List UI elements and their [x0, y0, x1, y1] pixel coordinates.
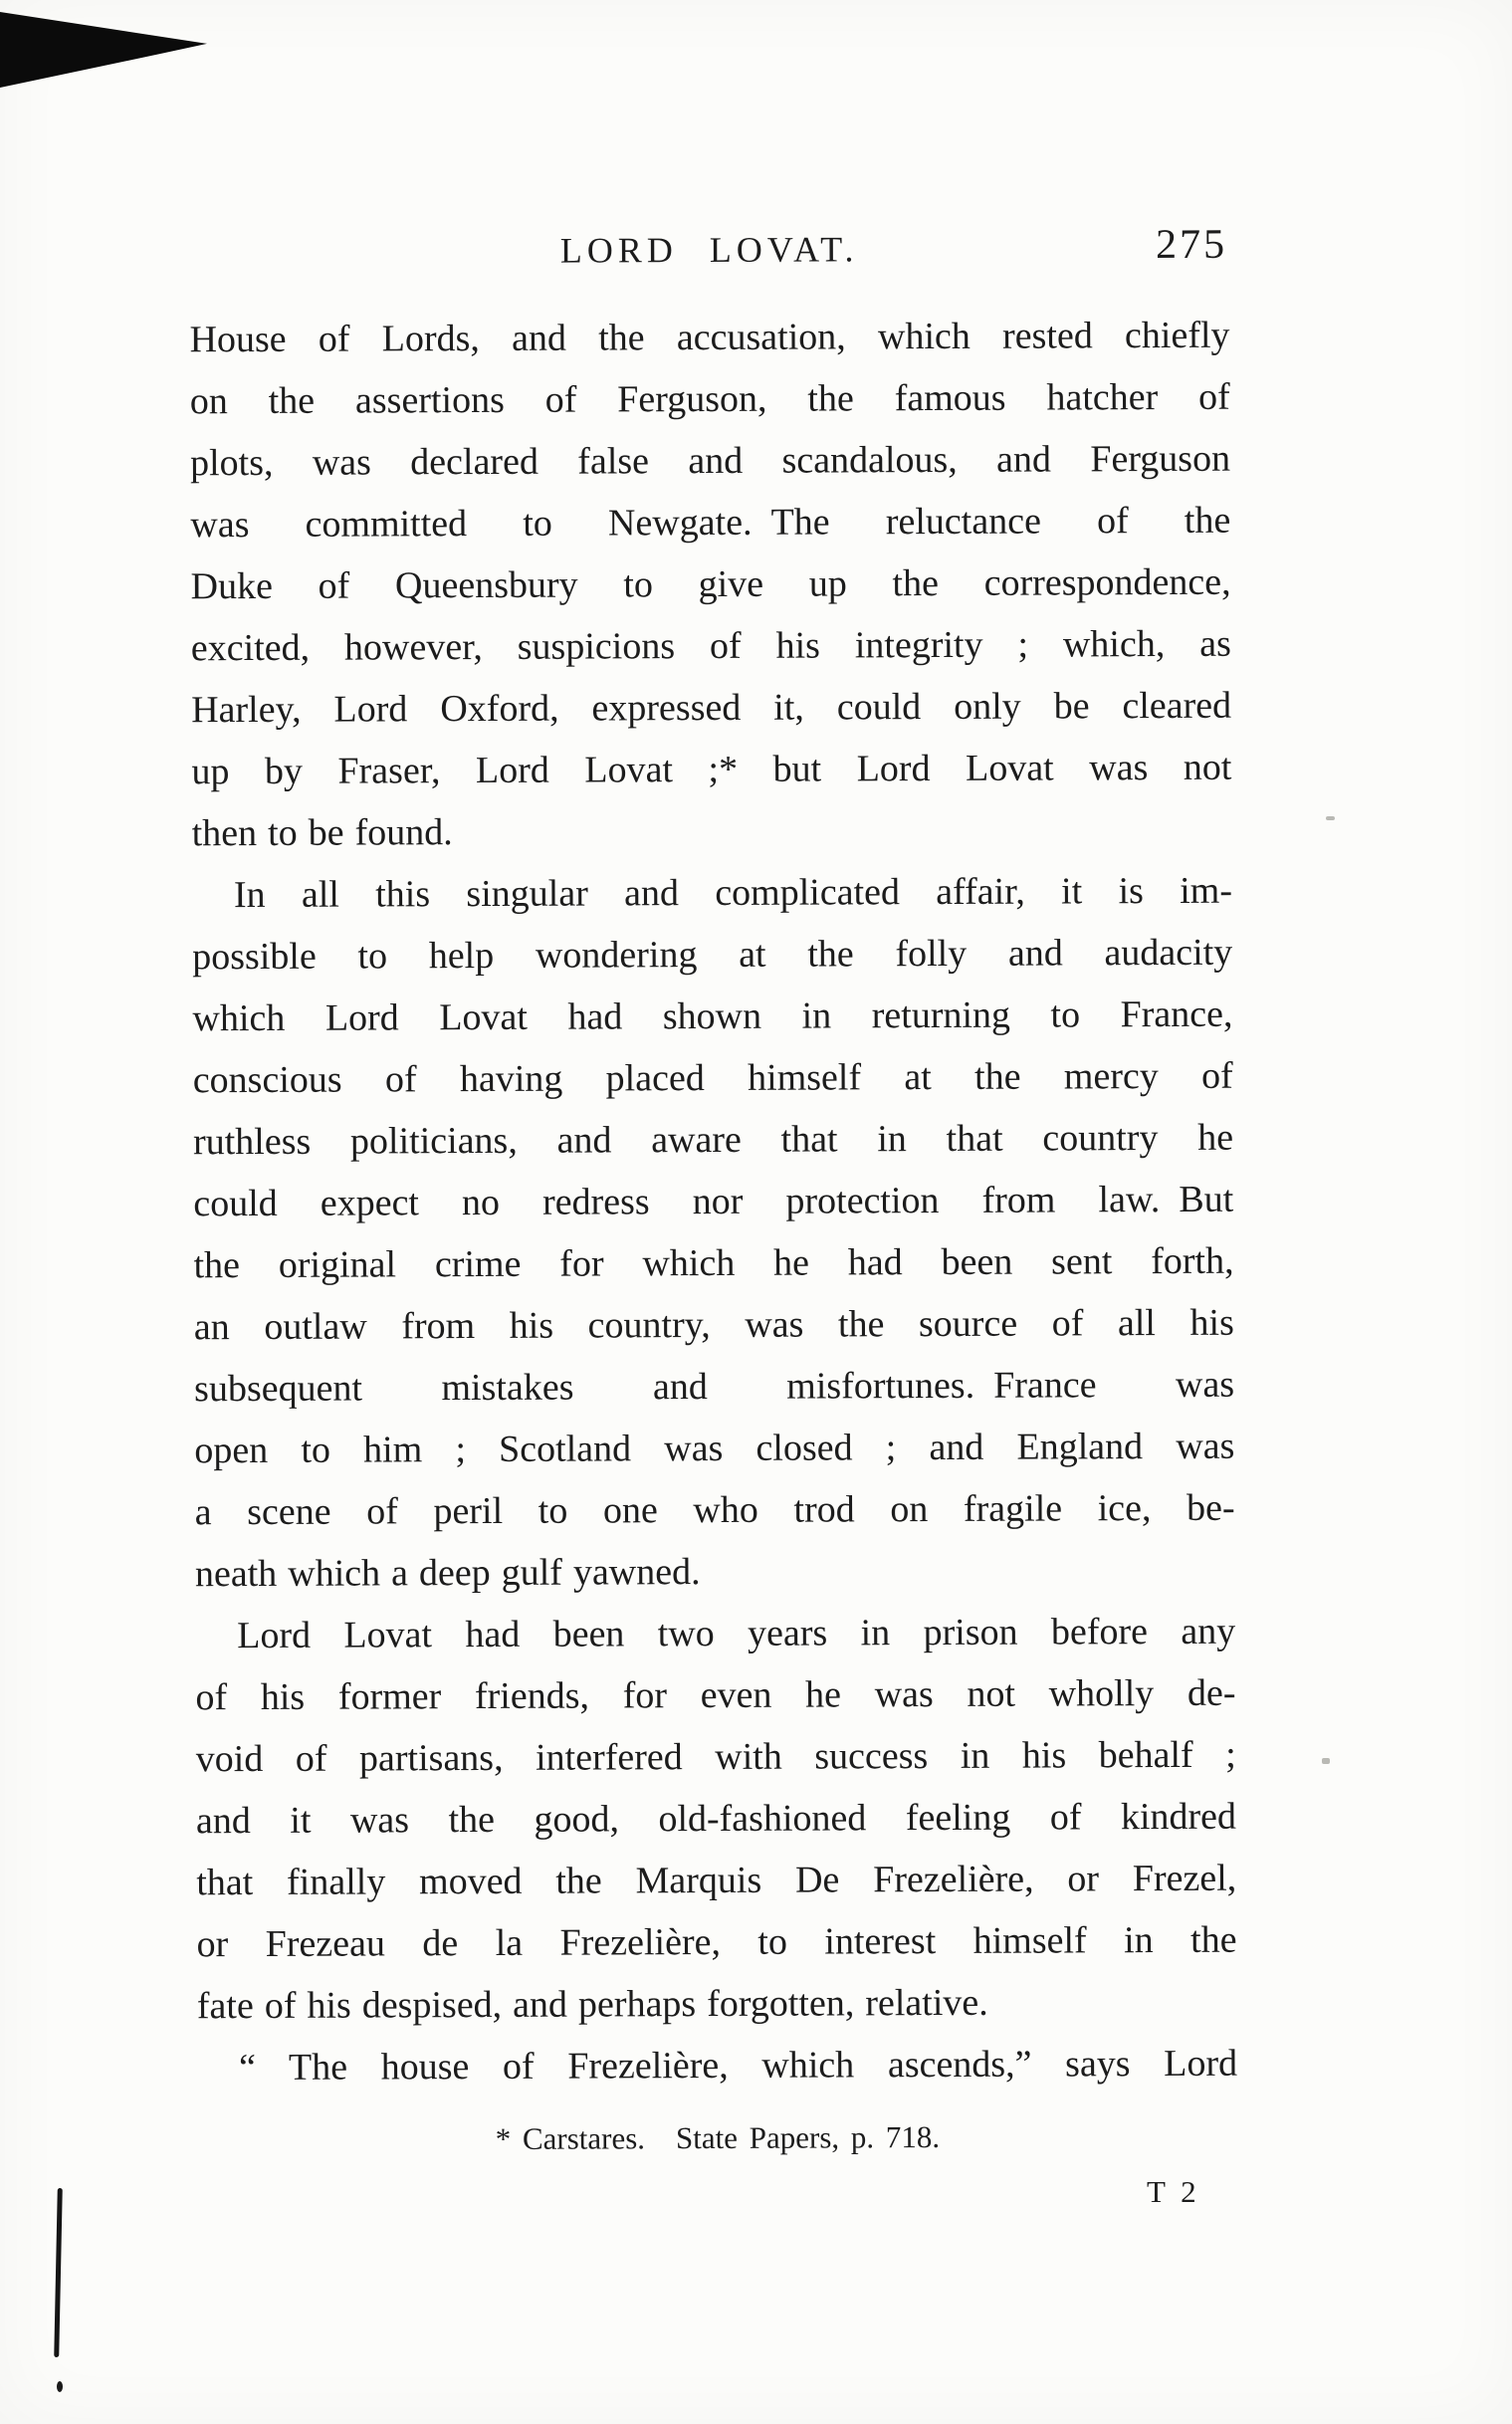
text-line: Duke of Queensbury to give up the correspondence,	[190, 560, 1231, 608]
scan-artifact-corner-blot	[0, 12, 207, 88]
text-line: Harley, Lord Oxford, expressed it, could only be cleared	[191, 684, 1232, 732]
text-line: that finally moved the Marquis De Frezelière, or Frezel,	[196, 1857, 1237, 1904]
scan-artifact-margin-line	[54, 2188, 63, 2357]
text-line: was committed to Newgate. The reluctance of the	[190, 499, 1231, 547]
page-number: 275	[1156, 221, 1228, 269]
text-line: subsequent mistakes and misfortunes. France was	[194, 1363, 1235, 1411]
footnote: * Carstares. State Papers, p. 718.	[495, 2119, 941, 2156]
paragraph	[192, 860, 1235, 1606]
text-line: neath which a deep gulf yawned.	[194, 1551, 701, 1596]
text-line: which Lord Lovat had shown in returning to France,	[192, 992, 1233, 1040]
scan-speck	[1322, 1758, 1330, 1764]
paragraph	[189, 305, 1231, 865]
scan-artifact-margin-dot	[57, 2381, 63, 2392]
text-line: possible to help wondering at the folly and audacity	[192, 931, 1233, 979]
text-line: could expect no redress nor protection from law. But	[193, 1178, 1234, 1225]
text-line: plots, was declared false and scandalous, and Ferguson	[189, 437, 1231, 485]
text-line: of his former friends, for even he was not wholly de-	[195, 1671, 1236, 1719]
running-title: LORD LOVAT.	[559, 229, 859, 271]
text-line: In all this singular and complicated affair, it is im-	[233, 869, 1233, 917]
text-line: up by Fraser, Lord Lovat ;* but Lord Lovat was not	[191, 746, 1232, 793]
scan-speck	[1326, 816, 1335, 820]
text-line: then to be found.	[191, 811, 453, 855]
text-line: ruthless politicians, and aware that in that country he	[192, 1116, 1234, 1164]
text-line: fate of his despised, and perhaps forgotten, relative.	[196, 1981, 988, 2028]
text-line: on the assertions of Ferguson, the famous hatcher of	[189, 375, 1230, 423]
text-line: excited, however, suspicions of his integrity ; which, as	[190, 622, 1231, 670]
text-line: a scene of peril to one who trod on fragile ice, be-	[194, 1486, 1235, 1534]
page-header	[189, 219, 1229, 286]
text-line: or Frezeau de la Frezelière, to interest himself in the	[196, 1918, 1237, 1966]
page-text	[189, 305, 1237, 2099]
text-line: conscious of having placed himself at the mercy of	[192, 1054, 1233, 1102]
paragraph	[195, 1601, 1237, 2038]
text-line: open to him ; Scotland was closed ; and England was	[194, 1425, 1235, 1472]
text-line: “ The house of Frezelière, which ascends,” says Lord	[238, 2042, 1238, 2090]
text-line: void of partisans, interfered with success in his behalf ;	[195, 1733, 1236, 1781]
page-text-block	[189, 219, 1237, 2159]
text-line: House of Lords, and the accusation, which rested chiefly	[189, 314, 1230, 361]
text-line: and it was the good, old-fashioned feeling of kindred	[195, 1795, 1237, 1843]
text-line: an outlaw from his country, was the source of all his	[193, 1301, 1234, 1349]
signature-mark: T 2	[1147, 2174, 1200, 2209]
text-line: Lord Lovat had been two years in prison before any	[237, 1610, 1236, 1657]
paragraph	[197, 2033, 1237, 2099]
text-line: the original crime for which he had been sent forth,	[193, 1239, 1234, 1287]
